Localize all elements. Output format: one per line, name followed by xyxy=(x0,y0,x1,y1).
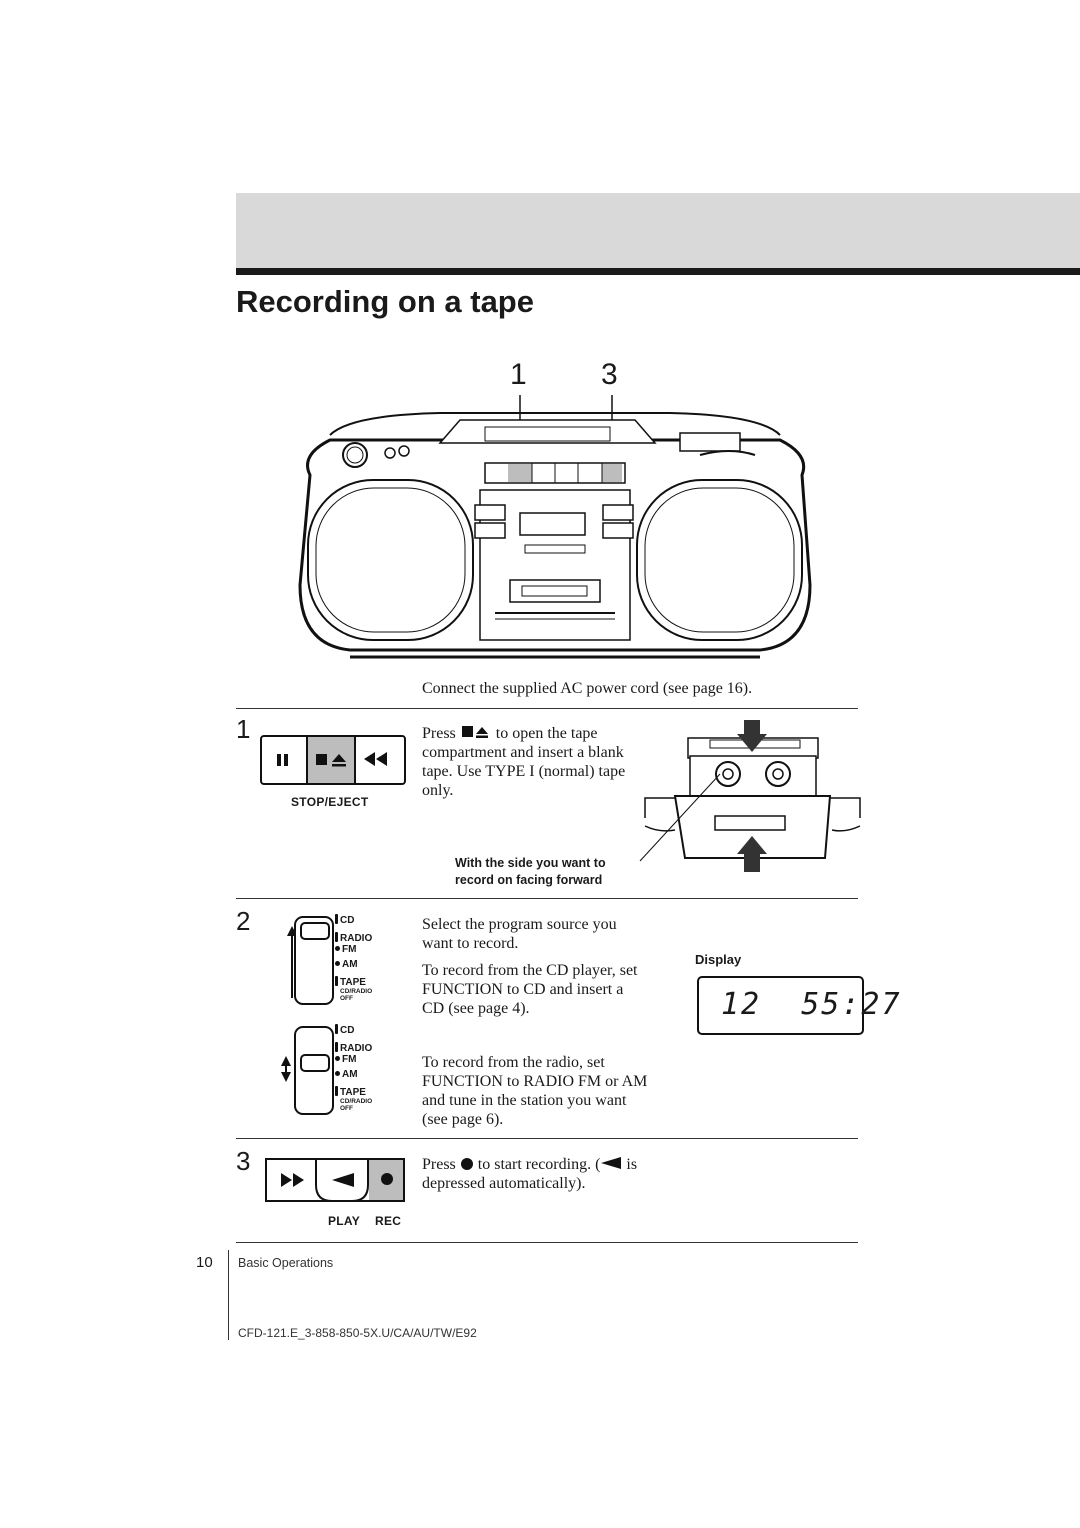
step-2-para-2-line-1: To record from the CD player, set xyxy=(422,962,638,979)
caption-line-1: With the side you want to xyxy=(455,856,606,870)
rewind-icon xyxy=(362,752,390,771)
callout-1: 1 xyxy=(510,358,527,391)
stop-eject-label: STOP/EJECT xyxy=(291,795,369,809)
fast-forward-icon xyxy=(280,1173,306,1187)
display-panel xyxy=(697,976,902,1035)
pause-icon xyxy=(276,753,290,771)
stop-eject-panel xyxy=(260,735,406,785)
play-label: PLAY xyxy=(328,1214,361,1228)
step-2-para-3-line-1: To record from the radio, set xyxy=(422,1054,605,1071)
step-3-text-after: is xyxy=(626,1156,638,1173)
header-band xyxy=(236,193,1080,268)
step-3-line-2: depressed automatically). xyxy=(422,1175,586,1192)
switch-labels xyxy=(335,1024,372,1112)
label-cd-radio: CD/RADIO xyxy=(340,988,373,995)
page-number: 10 xyxy=(196,1254,213,1271)
switch-knob[interactable] xyxy=(300,1054,330,1072)
step-2-para-1 xyxy=(422,915,682,953)
label-radio: RADIO xyxy=(340,933,373,944)
step-2-para-3-line-2: FUNCTION to RADIO FM or AM xyxy=(422,1073,648,1090)
intro-text: Connect the supplied AC power cord (see page 16). xyxy=(422,680,753,697)
step-3-text xyxy=(422,1155,692,1193)
boombox-illustration xyxy=(290,395,820,665)
label-tape: TAPE xyxy=(340,1087,366,1098)
step-2-para-1-line-2: want to record. xyxy=(422,935,519,952)
callout-3: 3 xyxy=(601,358,618,391)
step-1-text-after: to open the tape xyxy=(495,725,598,742)
caption-line-2: record on facing forward xyxy=(455,873,603,887)
step-1-number: 1 xyxy=(236,714,251,744)
rule-2 xyxy=(236,898,858,899)
label-fm: FM xyxy=(342,944,357,955)
header-rule xyxy=(236,268,1080,275)
fast-forward-button[interactable] xyxy=(268,1161,314,1197)
step-2-para-3 xyxy=(422,1053,682,1129)
stop-eject-button[interactable] xyxy=(306,737,356,783)
record-icon xyxy=(380,1172,394,1186)
play-icon-inline xyxy=(600,1157,622,1169)
label-tape: TAPE xyxy=(340,977,366,988)
switch-knob[interactable] xyxy=(300,922,330,940)
step-2-para-2-line-2: FUNCTION to CD and insert a xyxy=(422,981,624,998)
rule-1 xyxy=(236,708,858,709)
step-2-para-2-line-3: CD (see page 4). xyxy=(422,1000,530,1017)
function-switch-cd xyxy=(285,912,395,1017)
step-2-number: 2 xyxy=(236,906,251,936)
label-fm: FM xyxy=(342,1054,357,1065)
label-am: AM xyxy=(342,1069,358,1080)
step-1-text xyxy=(422,724,672,800)
record-button[interactable] xyxy=(370,1161,404,1197)
play-rec-panel xyxy=(264,1157,406,1199)
step-1-line-4: only. xyxy=(422,782,454,799)
play-button[interactable] xyxy=(318,1161,366,1197)
switch-labels xyxy=(335,914,372,1002)
step-1-text-before: Press xyxy=(422,725,456,742)
function-switch-fm xyxy=(285,1022,395,1127)
cassette-compartment-illustration xyxy=(640,718,865,873)
label-cd: CD xyxy=(340,915,355,926)
record-icon-inline xyxy=(460,1157,474,1171)
rec-label: REC xyxy=(375,1214,402,1228)
label-radio: RADIO xyxy=(340,1043,373,1054)
label-cd-radio: CD/RADIO xyxy=(340,1098,373,1105)
step-2-para-3-line-3: and tune in the station you want xyxy=(422,1092,627,1109)
label-off: OFF xyxy=(340,995,353,1002)
stop-eject-icon xyxy=(314,752,350,768)
step-3-number: 3 xyxy=(236,1146,251,1176)
footer-doc-code: CFD-121.E_3-858-850-5X.U/CA/AU/TW/E92 xyxy=(238,1326,477,1340)
step-3-text-before: Press xyxy=(422,1156,456,1173)
display-label: Display xyxy=(695,952,742,967)
footer-divider xyxy=(228,1250,229,1340)
step-2-para-2 xyxy=(422,961,682,1018)
step-1-line-3: tape. Use TYPE I (normal) tape xyxy=(422,763,626,780)
display-value: 12 55:27 xyxy=(721,987,902,1022)
label-cd: CD xyxy=(340,1025,355,1036)
stop-eject-icon-inline xyxy=(460,725,492,739)
step-2-para-3-line-4: (see page 6). xyxy=(422,1111,504,1128)
step-1-caption xyxy=(455,855,606,889)
play-icon xyxy=(330,1173,356,1187)
page-title: Recording on a tape xyxy=(236,284,534,319)
switch-arrow-updown-icon xyxy=(281,1054,291,1089)
rule-3 xyxy=(236,1138,858,1139)
rule-4 xyxy=(236,1242,858,1243)
label-am: AM xyxy=(342,959,358,970)
step-3-text-middle: to start recording. ( xyxy=(477,1156,601,1173)
step-2-para-1-line-1: Select the program source you xyxy=(422,916,617,933)
label-off: OFF xyxy=(340,1105,353,1112)
footer-section: Basic Operations xyxy=(238,1256,334,1270)
step-1-line-2: compartment and insert a blank xyxy=(422,744,624,761)
